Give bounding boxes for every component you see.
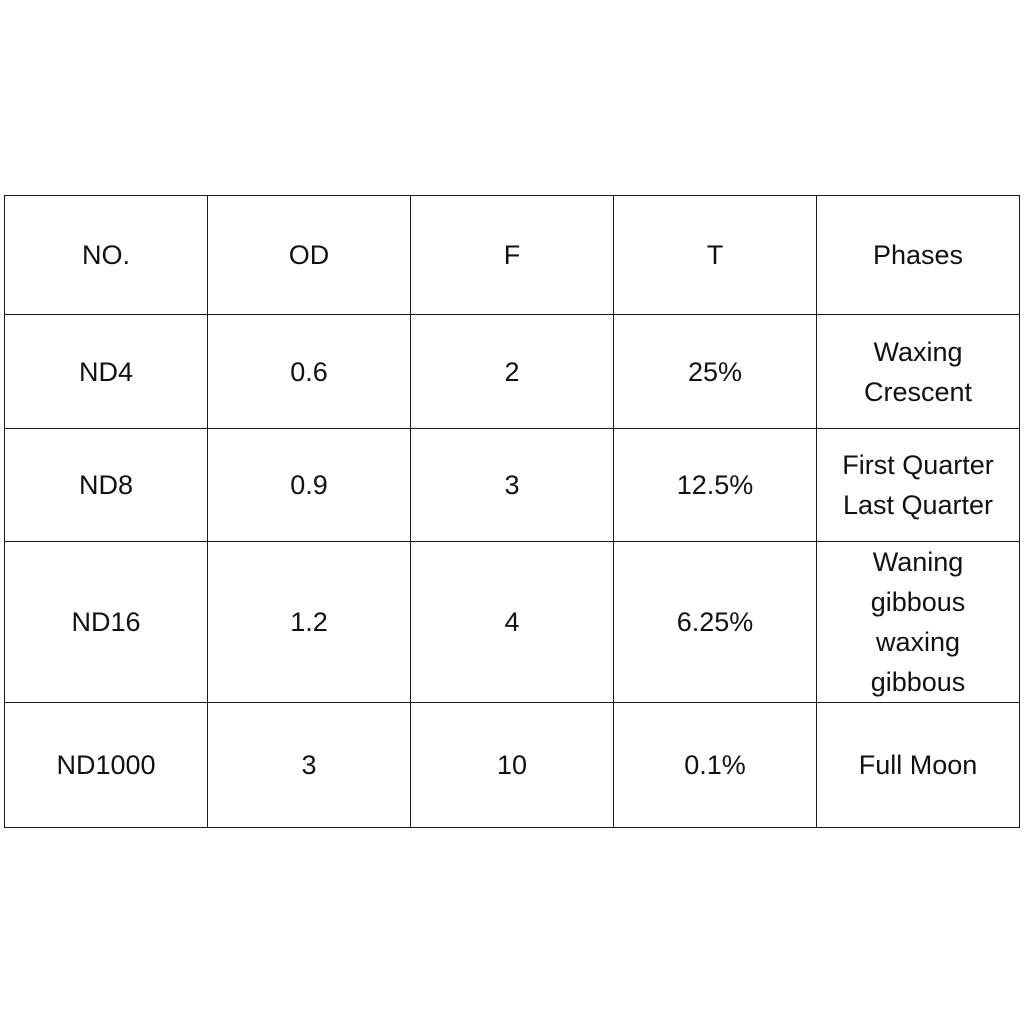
cell-phases xyxy=(817,542,1020,703)
cell-f: 10 xyxy=(411,703,614,828)
header-t: T xyxy=(614,196,817,315)
cell-no: ND16 xyxy=(5,542,208,703)
phase-line: Waning xyxy=(872,547,964,577)
cell-no: ND4 xyxy=(5,315,208,429)
header-no: NO. xyxy=(5,196,208,315)
cell-no: ND8 xyxy=(5,429,208,542)
phase-line: gibbous xyxy=(870,587,966,617)
phase-line: waxing xyxy=(875,627,961,657)
header-f: F xyxy=(411,196,614,315)
nd-filter-table xyxy=(4,195,1020,828)
cell-f: 4 xyxy=(411,542,614,703)
cell-od: 0.6 xyxy=(208,315,411,429)
cell-phases xyxy=(817,315,1020,429)
cell-t: 6.25% xyxy=(614,542,817,703)
cell-t: 25% xyxy=(614,315,817,429)
cell-od: 1.2 xyxy=(208,542,411,703)
phase-line: gibbous xyxy=(870,667,966,697)
cell-phases xyxy=(817,429,1020,542)
phase-line: Waxing xyxy=(873,336,963,367)
header-phases: Phases xyxy=(817,196,1020,315)
phase-line: Crescent xyxy=(863,376,973,407)
table-row xyxy=(5,315,1020,429)
header-od: OD xyxy=(208,196,411,315)
phase-line: First Quarter xyxy=(842,450,994,480)
table-row xyxy=(5,703,1020,828)
cell-t: 0.1% xyxy=(614,703,817,828)
cell-od: 3 xyxy=(208,703,411,828)
cell-od: 0.9 xyxy=(208,429,411,542)
table-row xyxy=(5,429,1020,542)
phase-line: Full Moon xyxy=(858,750,978,780)
cell-f: 3 xyxy=(411,429,614,542)
cell-f: 2 xyxy=(411,315,614,429)
cell-no: ND1000 xyxy=(5,703,208,828)
table-header-row xyxy=(5,196,1020,315)
table-row xyxy=(5,542,1020,703)
cell-phases xyxy=(817,703,1020,828)
cell-t: 12.5% xyxy=(614,429,817,542)
phase-line: Last Quarter xyxy=(842,490,994,520)
